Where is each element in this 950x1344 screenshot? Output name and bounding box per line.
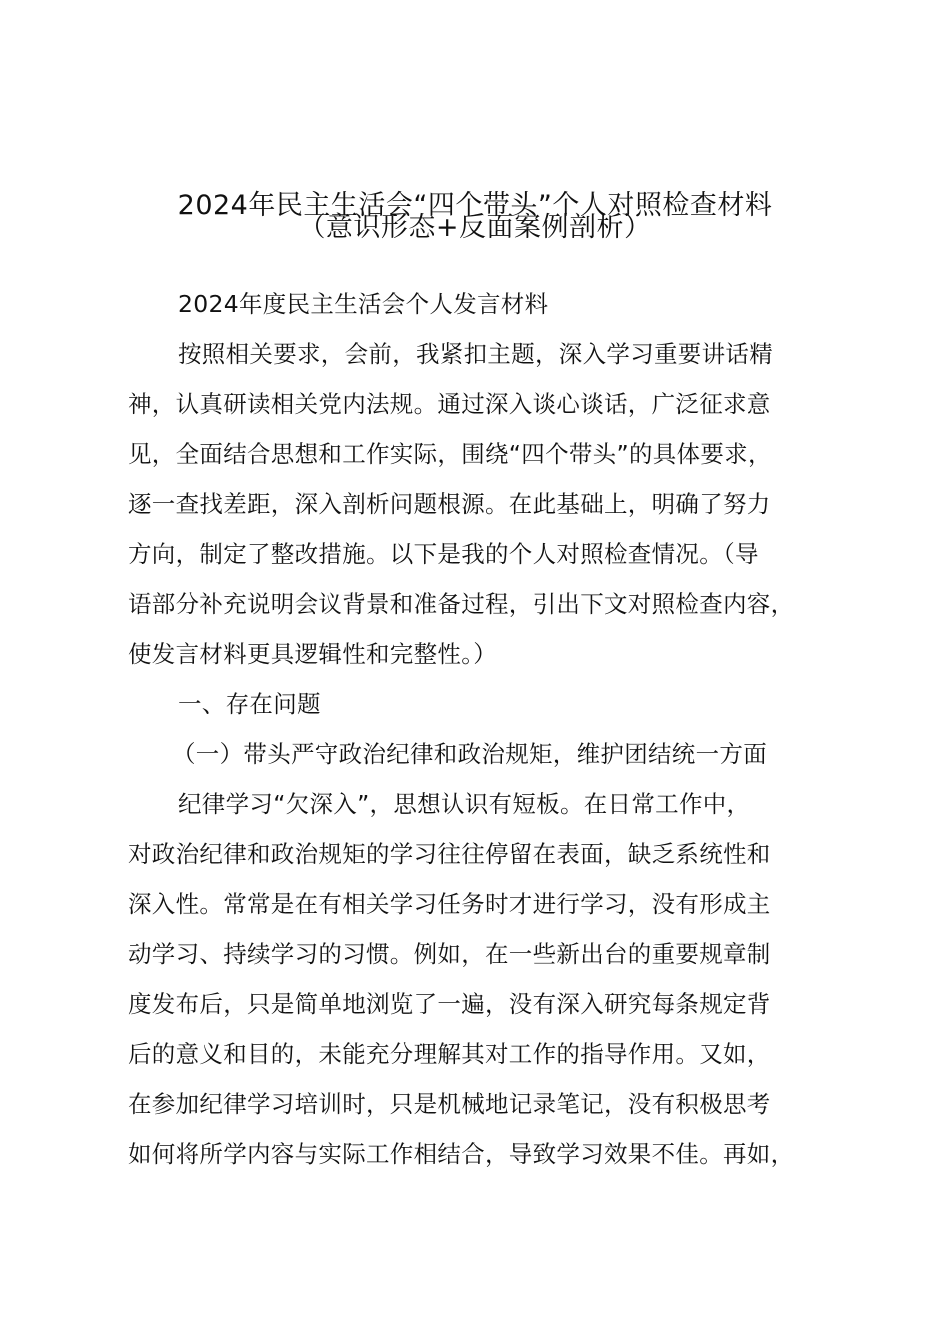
intro-line: 逐一查找差距，深入剖析问题根源。在此基础上，明确了努力 — [128, 490, 771, 518]
body-line: 深入性。常常是在有相关学习任务时才进行学习，没有形成主 — [128, 890, 771, 918]
document-title-parenthetical: （意识形态+反面案例剖析） — [298, 212, 652, 243]
body-line: 后的意义和目的，未能充分理解其对工作的指导作用。又如， — [128, 1040, 771, 1068]
body-line: 动学习、持续学习的习惯。例如，在一些新出台的重要规章制 — [128, 940, 771, 968]
intro-line: 神，认真研读相关党内法规。通过深入谈心谈话，广泛征求意 — [128, 390, 771, 418]
subsection-heading: （一）带头严守政治纪律和政治规矩，维护团结统一方面 — [172, 740, 767, 768]
intro-line: 见，全面结合思想和工作实际，围绕“四个带头”的具体要求， — [128, 440, 772, 468]
intro-line: 方向，制定了整改措施。以下是我的个人对照检查情况。（导 — [128, 540, 759, 568]
body-line: 在参加纪律学习培训时，只是机械地记录笔记，没有积极思考 — [128, 1090, 771, 1118]
document-title: 2024年民主生活会“四个带头”个人对照检查材料 — [177, 190, 773, 221]
intro-line: 使发言材料更具逻辑性和完整性。） — [128, 640, 498, 668]
intro-line: 语部分补充说明会议背景和准备过程，引出下文对照检查内容， — [128, 590, 795, 618]
body-line: 度发布后，只是简单地浏览了一遍，没有深入研究每条规定背 — [128, 990, 771, 1018]
body-line: 纪律学习“欠深入”，思想认识有短板。在日常工作中， — [178, 790, 751, 818]
section-heading: 一、存在问题 — [178, 690, 321, 718]
body-line: 对政治纪律和政治规矩的学习往往停留在表面，缺乏系统性和 — [128, 840, 771, 868]
body-line: 如何将所学内容与实际工作相结合，导致学习效果不佳。再如， — [128, 1140, 795, 1168]
intro-line: 按照相关要求，会前，我紧扣主题，深入学习重要讲话精 — [178, 340, 773, 368]
subtitle: 2024年度民主生活会个人发言材料 — [178, 290, 549, 318]
